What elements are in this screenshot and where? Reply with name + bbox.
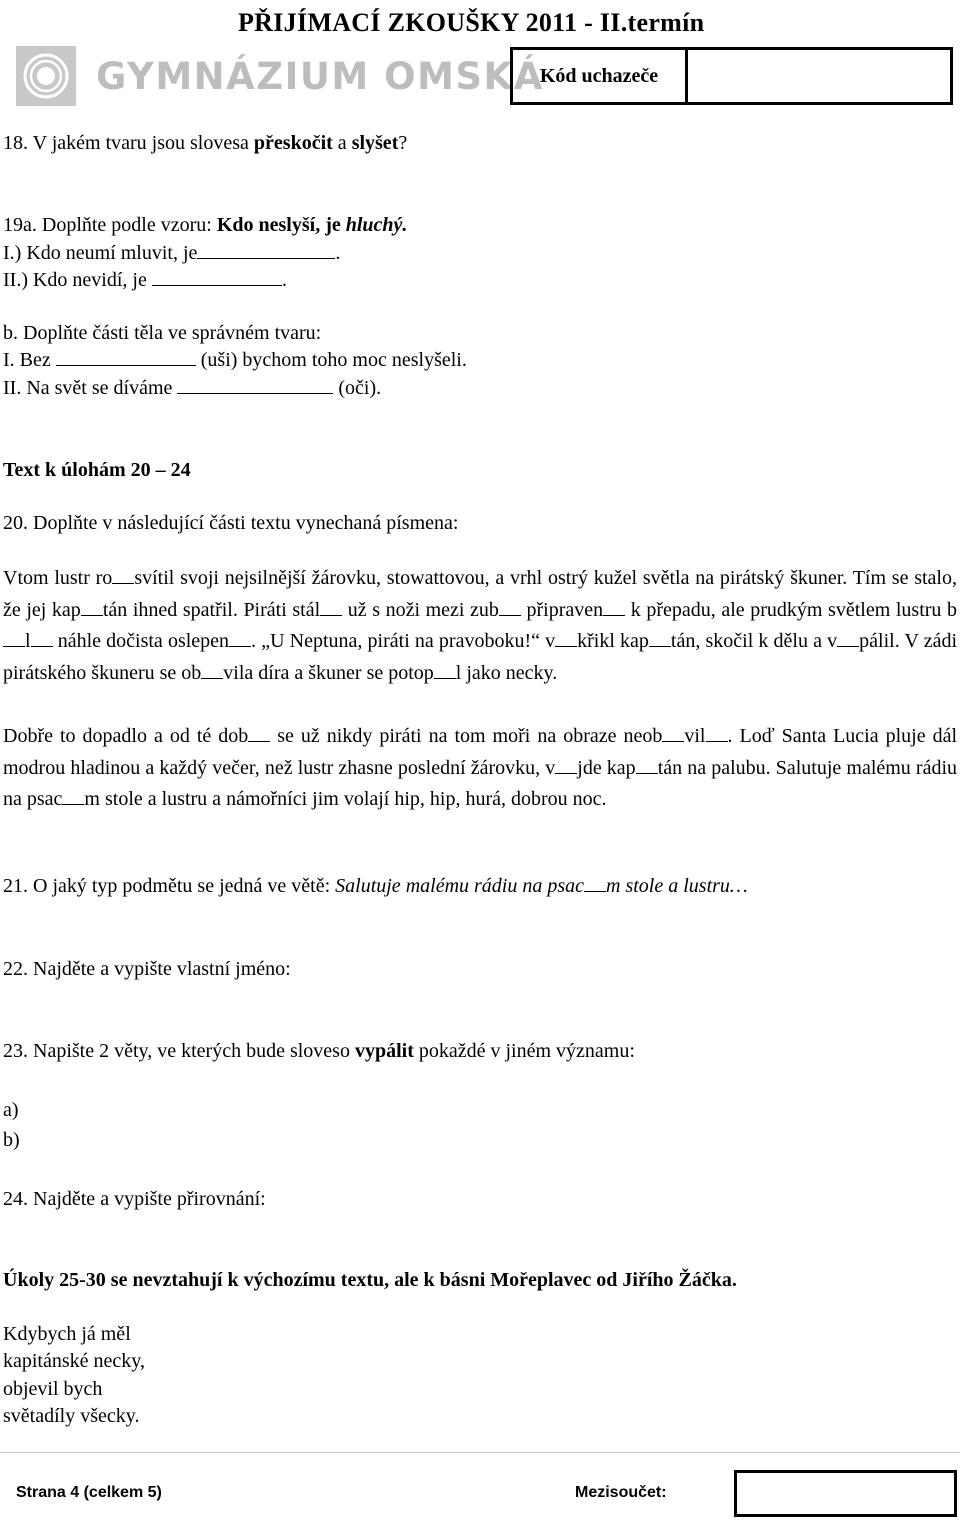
footer-divider [0,1452,960,1453]
page-number: Strana 4 (celkem 5) [16,1484,162,1501]
school-name: GYMNÁZIUM OMSKÁ [96,55,544,98]
section-heading: Text k úlohám 20 – 24 [3,459,191,481]
question-23-answer-b: b) [3,1129,20,1151]
question-19a-line1: I.) Kdo neumí mluvit, je . [3,242,341,264]
poem-line: světadíly všecky. [3,1405,140,1427]
question-19b-intro: b. Doplňte části těla ve správném tvaru: [3,322,322,344]
question-22: 22. Najděte a vypište vlastní jméno: [3,958,291,980]
question-24: 24. Najděte a vypište přirovnání: [3,1188,266,1210]
applicant-code-field[interactable] [688,50,950,102]
answer-blank[interactable] [197,257,335,259]
question-23: 23. Napište 2 věty, ve kterých bude sloveso vypálit pokaždé v jiném významu: [3,1040,635,1062]
subtotal-label: Mezisoučet: [575,1484,667,1501]
answer-blank[interactable] [177,392,333,394]
applicant-code-box [510,47,953,105]
question-20-instruction: 20. Doplňte v následující části textu vynechaná písmena: [3,512,459,534]
question-23-answer-a: a) [3,1099,19,1121]
question-19a-line2: II.) Kdo nevidí, je . [3,269,287,291]
question-20-text-paragraph-1: Vtom lustr ro svítil svoji nejsilnější žárovku, stowattovou, a vrhl ostrý kužel světla na pirátský škuner. Tím se stalo, že jej kap tán ihned spatřil. Piráti stál už s noži mezi zub připraven k přepadu, ale prudkým světlem lustru bl náhle dočista oslepen . „U Neptuna, piráti na pravoboku!“ v křikl kap tán, skočil k dělu a v pálil. V zádi pirátského škuneru se ob vila díra a škuner se potop l jako necky. [3,567,958,684]
poem-line: objevil bych [3,1378,103,1400]
exam-title: PŘIJÍMACÍ ZKOUŠKY 2011 - II.termín [238,8,705,37]
question-20-text-paragraph-2: Dobře to dopadlo a od té dob se už nikdy piráti na tom moři na obraze neob vil . Loď Santa Lucia pluje dál modrou hladinou a každý večer, než lustr zhasne poslední žárovku, v jde kap tán na palubu. Salutuje malému rádiu na psac m stole a lustru a námořníci jim volají hip, hip, hurá, dobrou noc. [3,725,958,810]
applicant-code-label: Kód uchazeče [513,50,688,102]
poem-line: Kdybych já měl [3,1323,131,1345]
question-19b-line2: II. Na svět se díváme (oči). [3,377,382,399]
school-emblem-icon [16,46,76,106]
answer-blank[interactable] [152,284,282,286]
subtotal-field[interactable] [734,1470,957,1517]
question-19a-intro: 19a. Doplňte podle vzoru: Kdo neslyší, je hluchý. [3,214,408,236]
poem-line: kapitánské necky, [3,1350,145,1372]
question-18: 18. V jakém tvaru jsou slovesa přeskočit a slyšet? [3,132,408,154]
section-2-heading: Úkoly 25-30 se nevztahují k výchozímu textu, ale k básni Mořeplavec od Jiřího Žáčka. [3,1269,737,1291]
answer-blank[interactable] [56,364,196,366]
question-21: 21. O jaký typ podmětu se jedná ve větě: Salutuje malému rádiu na psac m stole a lustru… [3,875,748,897]
question-19b-line1: I. Bez (uši) bychom toho moc neslyšeli. [3,349,467,371]
